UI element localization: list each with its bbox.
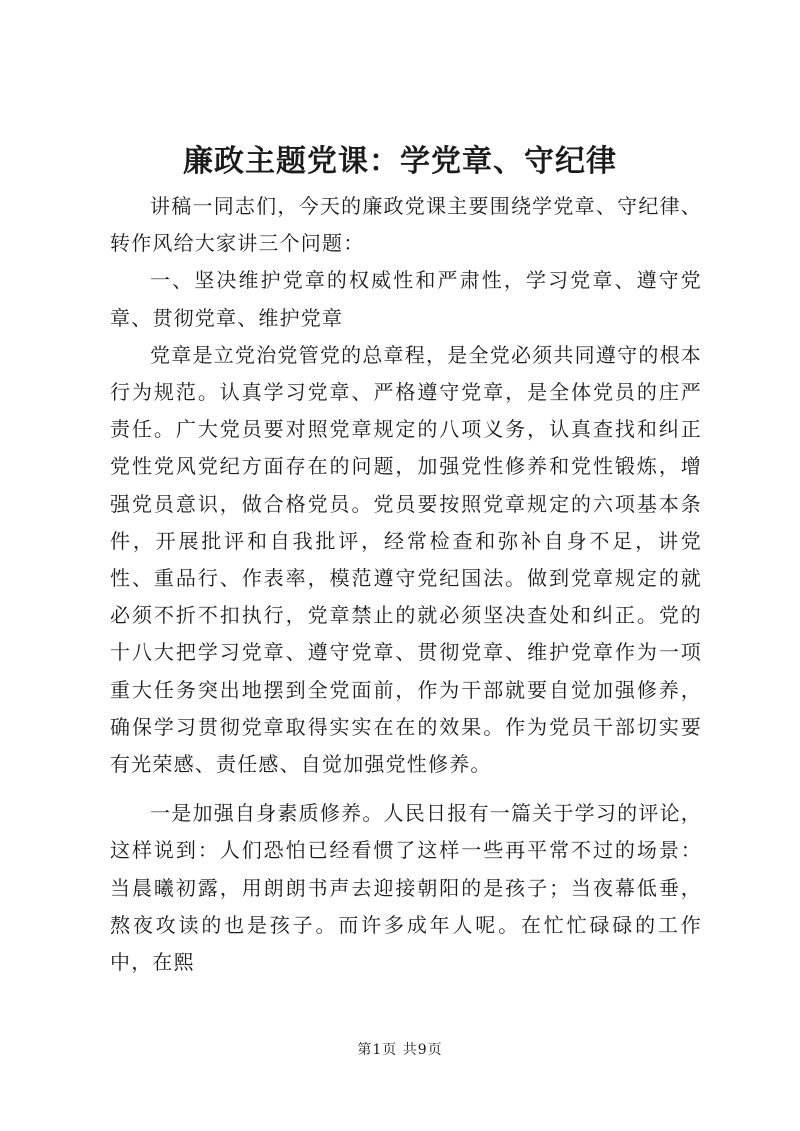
document-body: [110, 188, 702, 981]
paragraph-heading-one: 一、坚决维护党章的权威性和严肃性，学习党章、遵守党章、贯彻党章、维护党章: [110, 268, 702, 330]
paragraph-self-cultivation: 一是加强自身素质修养。人民日报有一篇关于学习的评论，这样说到：人们恐怕已经看惯了这样一些再平常不过的场景：当晨曦初露，用朗朗书声去迎接朝阳的是孩子；当夜幕低垂，熬夜攻读的也是孩子。而许多成年人呢。在忙忙碌碌的工作中，在熙: [110, 801, 702, 975]
paragraph-intro: 讲稿一同志们，今天的廉政党课主要围绕学党章、守纪律、转作风给大家讲三个问题：: [110, 194, 702, 256]
paragraph-party-constitution: 党章是立党治党管党的总章程，是全党必须共同遵守的根本行为规范。认真学习党章、严格遵守党章，是全体党员的庄严责任。广大党员要对照党章规定的八项义务，认真查找和纠正党性党风党纪方面存在的问题，加强党性修养和党性锻炼，增强党员意识，做合格党员。党员要按照党章规定的六项基本条件，开展批评和自我批评，经常检查和弥补自身不足，讲党性、重品行、作表率，模范遵守党纪国法。做到党章规定的就必须不折不扣执行，党章禁止的就必须坚决查处和纠正。党的十八大把学习党章、遵守党章、贯彻党章、维护党章作为一项重大任务突出地摆到全党面前，作为干部就要自觉加强修养，确保学习贯彻党章取得实实在在的效果。作为党员干部切实要有光荣感、责任感、自觉加强党性修养。: [110, 342, 702, 777]
document-title: 廉政主题党课：学党章、守纪律: [183, 144, 617, 179]
page-number-footer: 第1页 共9页: [357, 1042, 443, 1058]
